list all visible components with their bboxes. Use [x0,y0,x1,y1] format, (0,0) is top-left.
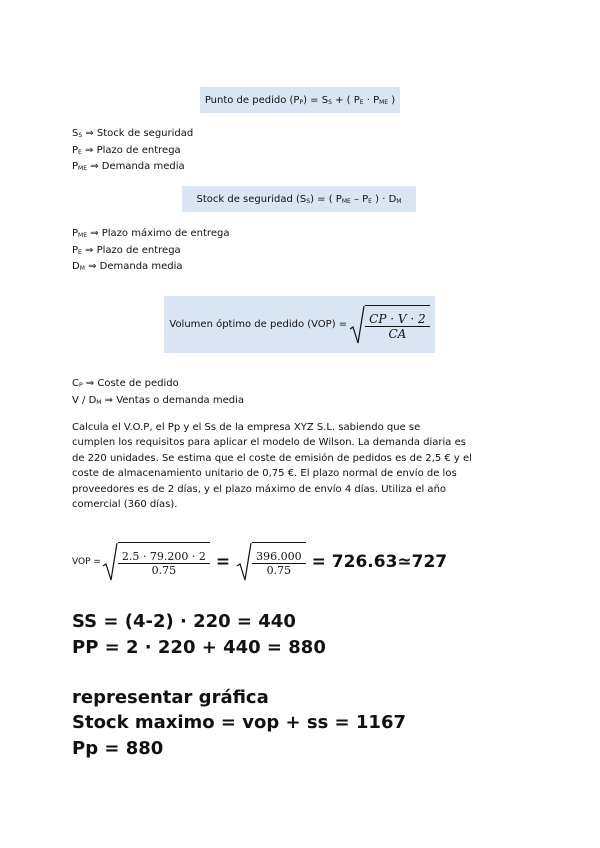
formula-stock-seguridad [182,186,416,212]
problem-line: Calcula el V.O.P, el Pp y el Ss de la empresa XYZ S.L. sabiendo que se [72,422,421,433]
vop-fraction-2: $\frac{396.000}{0.75}$ [252,550,306,577]
vop-result: = 726.63≃727 [311,552,448,572]
formula-text: Punto de pedido $(P_P) = S_S$ + ( $P_E \cdot P_{ME}$ ) [204,94,396,106]
problem-line: coste de almacenamiento unitario de 0,75 €. El plazo normal de envío de los [72,468,457,480]
legend-item: $P_{ME}$ ⇒ Plazo máximo de entrega [72,228,230,239]
equals-sign: = [215,552,231,572]
formula-punto-pedido [200,87,400,113]
note-pp: Pp = 880 [72,738,164,759]
sqrt-symbol [236,542,306,582]
vop-fraction: $\frac{CP \cdot V \cdot 2}{CA}$ [365,312,429,341]
vop-label: Volumen óptimo de pedido (VOP) = [169,319,348,330]
legend-item: $P_E$ ⇒ Plazo de entrega [72,144,181,156]
vop-solution [72,542,447,582]
problem-line: de 220 unidades. Se estima que el coste de emisión de pedidos es de 2,5 € y el [72,452,472,464]
sqrt-symbol [349,305,429,345]
note-representar-grafica: representar gráfica [72,687,269,708]
sqrt-symbol [102,542,210,582]
note-stock-maximo: Stock maximo = vop + ss = 1167 [72,712,407,733]
legend-item: $P_E$ ⇒ Plazo de entrega [72,244,181,256]
vop-solution-label: VOP = [72,557,101,567]
problem-line: cumplen los requisitos para aplicar el modelo de Wilson. La demanda diaria es [72,437,466,449]
legend-item: $C_P$ ⇒ Coste de pedido [72,378,179,389]
vop-fraction-1: $\frac{2.5 \cdot 79.200 \cdot 2}{0.75}$ [118,550,210,577]
problem-statement [72,420,472,512]
problem-line: proveedores es de 2 días, y el plazo máximo de envío 4 días. Utiliza el año [72,483,447,495]
legend-vop [72,377,244,410]
pp-calculation: PP = 2 · 220 + 440 = 880 [72,637,326,658]
formula-vop [164,296,435,353]
legend-item: $P_{ME}$ ⇒ Demanda media [72,161,185,172]
legend-item: $S_S$ ⇒ Stock de seguridad [72,128,194,139]
problem-line: comercial (360 días). [72,499,178,511]
legend-stock-seguridad [72,227,229,277]
legend-item: V / $D_M$ ⇒ Ventas o demanda media [72,394,245,406]
legend-punto-pedido [72,127,193,177]
ss-calculation: SS = (4-2) · 220 = 440 [72,611,296,632]
formula-text: Stock de seguridad $(S_S)$ = ( $P_{ME} - P_E$ ) · $D_M$ [196,193,402,205]
legend-item: $D_M$ ⇒ Demanda media [72,261,183,272]
